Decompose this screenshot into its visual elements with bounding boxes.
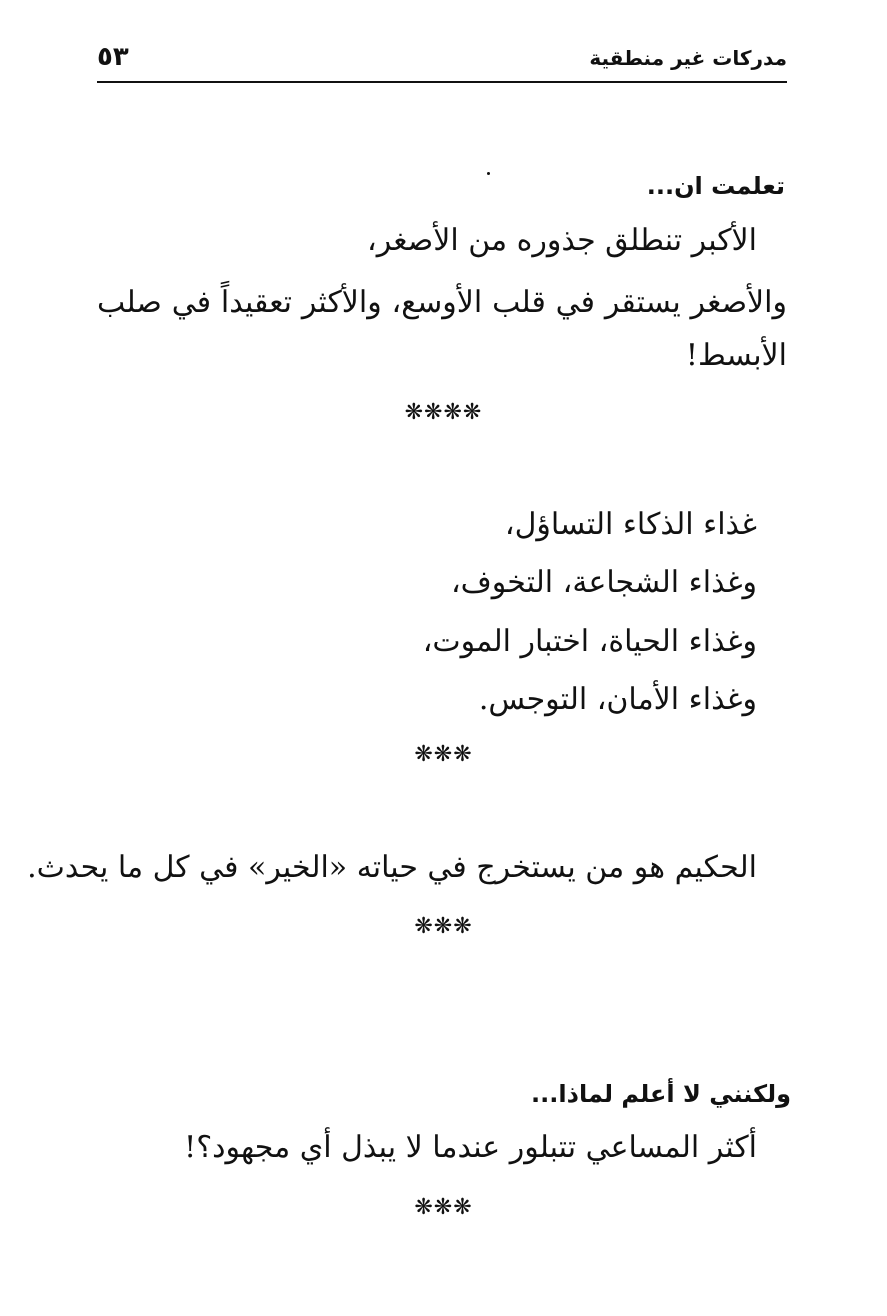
text-line: وغذاء الأمان، التوجس.: [478, 682, 757, 717]
text-line: والأصغر يستقر في قلب الأوسع، والأكثر تعقيداً في صلب: [97, 285, 787, 320]
text-line: الحكيم هو من يستخرج في حياته «الخير» في كل ما يحدث.: [27, 850, 757, 885]
running-title: مدركات غير منطقية: [589, 46, 787, 70]
text-line: وغذاء الشجاعة، التخوف،: [450, 565, 757, 600]
section-separator: ❋❋❋: [414, 914, 473, 939]
section-separator: ❋❋❋: [414, 1195, 473, 1220]
page-header: [97, 40, 787, 78]
section-separator: ❋❋❋❋: [404, 400, 483, 425]
section-heading-why: ولكنني لا أعلم لماذا...: [531, 1080, 791, 1108]
text-line: أكثر المساعي تتبلور عندما لا يبذل أي مجهود؟!: [184, 1130, 757, 1165]
ink-dot: [487, 172, 490, 175]
text-line: وغذاء الحياة، اختبار الموت،: [422, 624, 757, 659]
section-separator: ❋❋❋: [414, 742, 473, 767]
section-heading-learned: تعلمت ان...: [646, 172, 785, 200]
text-line: الأبسط!: [685, 338, 787, 373]
header-divider: [97, 81, 787, 83]
page-number: ٥٣: [97, 42, 129, 72]
text-line: الأكبر تنطلق جذوره من الأصغر،: [367, 223, 757, 258]
text-line: غذاء الذكاء التساؤل،: [504, 507, 757, 542]
